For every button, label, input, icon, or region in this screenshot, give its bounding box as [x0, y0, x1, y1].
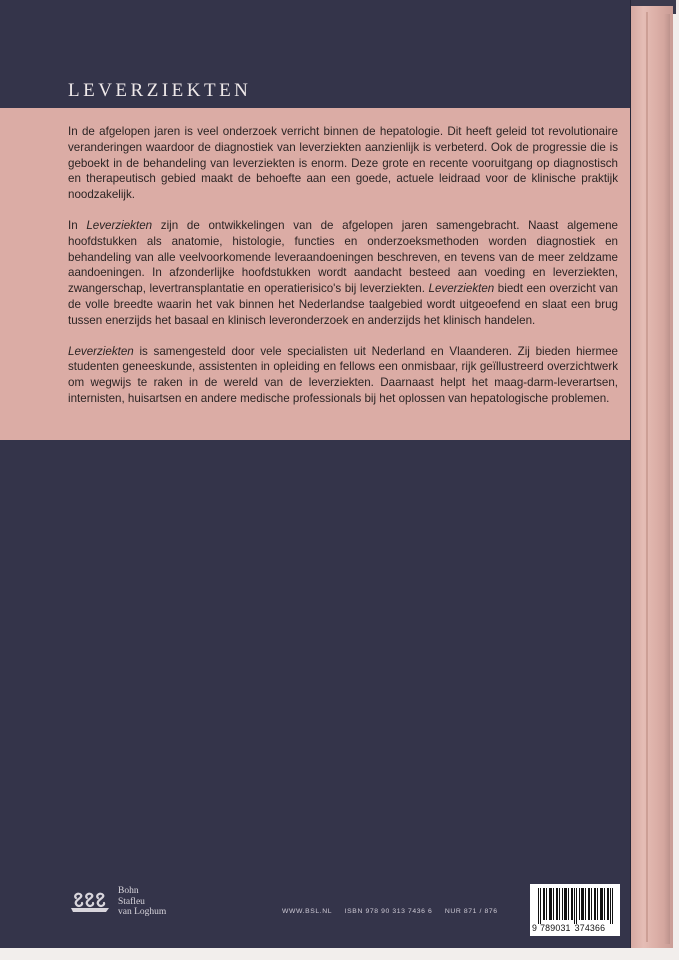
- nur-code: NUR 871 / 876: [444, 908, 498, 915]
- blurb-p2-book-title-2: Leverziekten: [428, 282, 495, 296]
- blurb-paragraph-1: In de afgelopen jaren is veel onderzoek verricht binnen de hepatologie. Dit heeft geleid tot revolutionaire veranderingen waardoor de diagnostiek van leverziekten aanzienlijk is verbeterd. Ook de progressie die is geboekt in de behandeling van leverziekten is enorm. Deze grote en recente vooruitgang op diagnostisch en therapeutisch gebied maakt de behoefte aan een goede, actuele leidraad voor de klinische praktijk noodzakelijk.: [68, 125, 618, 202]
- publisher-name-line-3: van Loghum: [118, 907, 167, 917]
- blurb-paragraph-2: [68, 218, 618, 329]
- blurb-p2-book-title-1: Leverziekten: [86, 218, 153, 232]
- barcode-bars: [536, 888, 616, 924]
- blurb-p3-book-title: Leverziekten: [68, 344, 134, 358]
- barcode-digits: [532, 923, 620, 933]
- spine-shadow: [664, 14, 670, 944]
- publisher-logo: [70, 886, 166, 918]
- barcode: [530, 884, 620, 936]
- publisher-name-line-2: Stafleu: [118, 896, 145, 907]
- publisher-website: WWW.BSL.NL: [282, 908, 333, 915]
- book-title: LEVERZIEKTEN: [68, 80, 252, 101]
- blurb-paragraph-3: [68, 344, 618, 407]
- barcode-digit-group-1: 789031: [540, 923, 571, 933]
- barcode-digit-lead: 9: [532, 923, 538, 933]
- blurb-p2-text-a: In: [68, 218, 87, 232]
- blurb-p3-text: is samengesteld door vele specialisten uit Nederland en Vlaanderen. Zij bieden hiermee studenten geneeskunde, assistenten in opleiding en fellows een onmisbaar, rijk geïllustreerd overzichtwerk om wegwijs te raken in de wereld van de leverziekten. Daarnaast helpt het maag-darm-leverartsen, internisten, huisartsen en andere medische professionals bij het oplossen van hepatologische problemen.: [68, 344, 618, 405]
- publisher-name-line-1: Bohn: [118, 886, 139, 896]
- barcode-digit-group-2: 374366: [574, 923, 606, 933]
- blurb-text: [68, 124, 618, 422]
- blurb-p2-text-b: zijn de ontwikkelingen van de afgelopen jaren samengebracht. Naast algemene hoofdstukken als anatomie, histologie, functies en onderzoeksmethoden worden diagnostiek en behandeling van alle veelvoorkomende leveraandoeningen beschreven, en tevens van de meer zeldzame aandoeningen. In afzonderlijke hoofdstukken wordt aandacht besteed aan voeding en leverziekten, zwangerschap, levertransplantatie en operatierisico's bij leverziekten.: [68, 218, 618, 296]
- isbn-number: ISBN 978 90 313 7436 6: [344, 908, 433, 915]
- spine-groove: [646, 12, 648, 942]
- publisher-name: [118, 886, 166, 918]
- bsl-logo-icon: [70, 889, 110, 915]
- blurb-p2-text-c: biedt een overzicht van de volle breedte waarin het vak binnen het Nederlandse taalgebied wordt uitgeoefend en slaat een brug tussen enerzijds het basaal en klinisch leveronderzoek en anderzijds het klinisch handelen.: [68, 282, 618, 327]
- publication-info: [282, 908, 508, 915]
